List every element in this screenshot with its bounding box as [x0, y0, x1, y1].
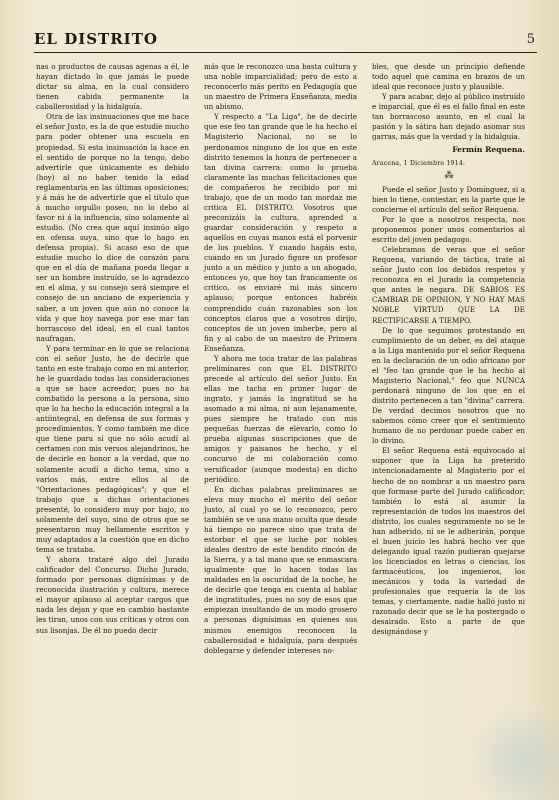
- paragraph: más que le reconozco una basta cultura y una noble imparcialidad; pero de esto a reconocerlo más perito en Pedagogía que un maestro de Primera Enseñanza, media un abismo.: [204, 62, 357, 112]
- paragraph: Y ahora trataré algo del Jurado calificador del Concurso. Dicho Jurado, formado por personas dignísimas y de reconocida ilustración y cultura, merece el mayor aplauso al aceptar cargos que nada les dejan y que en cambio bastante les tiran, unos con sus críticas y otros con sus lisonjas. De él no puedo decir: [36, 555, 189, 635]
- paragraph: Celebramos de veras que el señor Requena, variando de táctica, trate al señor Justo con los debidos respetos y reconozca en el Jurado la competencia que antes le negara. DE SABIOS ES CAMBIAR DE OPINION, Y NO HAY MAS NOBLE VIRTUD QUE LA DE RECTIFICARSE A TIEMPO.: [372, 245, 525, 325]
- paragraph: Y respecto a "La Liga", he de decirle que ese feo tan grande que le ha hecho el Magisterio Nacional, no se lo perdonamos ninguno de los que en este distrito tenemos la honra de pertenecer a tan divina carrera: como lo prueba claramente las muchas felicitaciones que de compañeros he recibido por mi trabajo, que de un modo tan mordaz me critica EL DISTRITO. Vosotros que preconizáis la cultura, aprended a guardar consideración y respeto a aquellos en cuyas manos está el porvenir de los pueblos. Y cuando hagáis esto, cuando en un Jurado figure un profesor junto a un médico y junto a un abogado, entonces yo, que hoy tan francamente os critico, os enviaré mi más sincero aplauso; porque entonces habréis comprendido cuán razonables son los conceptos claros que a vosotros dirijo, conceptos de un joven imberbe, pero al fin y al cabo de un maestro de Primera Enseñanza.: [204, 112, 357, 353]
- paragraph: Y para acabar, dejo al público instruído e imparcial, que él es el fallo final en este tan borrascoso asunto, en el cual la pasión y la sátira han dejado asomar sus garras, más que la verdad y la hidalguía.: [372, 92, 525, 142]
- paragraph: De lo que seguimos protestando en cumplimiento de un deber, es del ataque a la Liga mantenido por el señor Requena en la declaración de un odio africano por el "feo tan grande que le ha hecho al Magisterio Nacional," feo que NUNCA perdonará ninguno de los que en el distrito pertenecen a tan "divina" carrera. De verdad decimos nosotros que no sabemos cómo creer que el sentimiento humano de no perdonar puede caber en lo divino.: [372, 325, 525, 446]
- paragraph: Y ahora me toca tratar de las palabras preliminares con que EL DISTRITO precede al artículo del señor Justo. En ellas me tacha en primer lugar de ingrato, y jamás la ingratitud se ha asomado a mi alma, ni aun lejanamente, pues siempre he tratado con mis pequeñas fuerzas de elevarlo, como lo prueba algunas suscripciones que de amigos y paisanos he hecho, y el concurso de mi colaboración como versificador (aunque modesta) en dicho periódico.: [204, 353, 357, 484]
- ornament-asterism: ⁂: [444, 170, 453, 181]
- page-header: [34, 28, 537, 53]
- signature-place-date: Aracena, 1 Diciembre 1914.: [372, 159, 466, 167]
- column-3: [372, 62, 525, 638]
- paragraph: Otra de las insinuaciones que me hace el señor Justo, es la de que estudie mucho para poder obtener una escuela en propiedad. Si esta insinuación la hace en el sentido de porque no la tengo, debo advertirle que únicamente es debido (hoy) al no haber tenido la edad reglamentaria en las últimas oposiciones; y á más he de advertirle que el título que á mucho orgullo poseo, no lo debo al favor ni á la influencia, sino solamente al estudio. (No crea que aquí insinúo algo en ofensa suya, sino que lo hago en defensa propia). Si acaso eso de que estudie mucho lo dice de corazón para que en el día de mañana pueda llegar a ser un hombre instruído, se lo agradezco en el alma, y su consejo será siempre el consejo de un anciano de experiencia y saber, a un joven que aún no conoce la vida y que hoy navega por ese mar tan borrascoso del ideal, en el cual tantos naufragan.: [36, 112, 189, 343]
- newspaper-title: EL DISTRITO: [34, 30, 158, 48]
- signature-name: Fermín Requena.: [452, 144, 525, 154]
- paragraph: En dichas palabras preliminares se eleva muy mucho el mérito del señor Justo, al cual yo se lo reconozco, pero también se ve una mano oculta que desde há tiempo no parece sino que trata de estorbar el que se luche por nobles ideales dentro de este bendito rincón de la Sierra, y a tal mano que se enmascara igualmente que lo hacen todas las maldades en la oscuridad de la noche, he de decirle que tenga en cuenta al hablar de ingratitudes, pues no soy de esos que empiezan insultando de un modo grosero a personas dignísimas en quienes sus mismos enemigos reconocen la caballerosidad e hidalguía, para después doblegarse y defender intereses no-: [204, 484, 357, 655]
- paragraph: bles, que desde un principio defiende todo aquel que camina en brazos de un ideal que reconoce justo y plausible.: [372, 62, 525, 92]
- paragraph: Y para terminar en lo que se relaciona con el señor Justo, he de decirle que tanto en este trabajo como en mi anterior, he le guardado todas las consideraciones a que se hace acreedor, pues no ha combatido la persona a la persona, sino que lo ha hecho la educación integral a la antiintegral, en defensa de sus formas y procedimientos. Y como también me dice que tiene para sí que no sólo acudí al certamen con mis versos alejandrinos, he de decirle en honor a la verdad, que no solamente acudí a dicho tema, sino a varios más, entre ellos al de "Orientaciones pedagógicas"; y que el trabajo que a dichas orientaciones presenté, lo considero muy por bajo, no solamente del suyo, sino de otros que se presentaron muy bellamente escritos y muy adaptados a la cuestión que en dicho tema se trataba.: [36, 343, 189, 554]
- column-2: [204, 62, 357, 656]
- paragraph: El señor Requena está equivocado al suponer que la Liga ha preterido intencionadamente al Magisterio por el hecho de no nombrar a un maestro para que formase parte del Jurado calificador; también lo está al asumir la representación de todos los maestros del distrito, los cuales seguramente no se le han adherido, ni se le adherirán, porque el buen juicio les habrá hecho ver que delegando igual razón pudieran quejarse los licenciados en letras o ciencias, los farmacéuticos, los ingenieros, los mecánicos y toda la variedad de profesionales que requería la de los temas, y ciertamente, nadie halló justo ni razonado decir que se le ha postergado o desairado. Esto a parte de que designándose y: [372, 446, 525, 637]
- water-stain: [470, 700, 559, 800]
- page-number: 5: [526, 32, 535, 47]
- paragraph: nas o productos de causas agenas a él, le hayan dictado lo que jamás le puede dictar su alma, en la cual considero tienen cabida permanente la caballerosidad y la hidalguía.: [36, 62, 189, 112]
- paragraph: Por lo que a nosotros respecta, nos proponemos poner unos comentarios al escrito del joven pedagogo.: [372, 214, 525, 244]
- paragraph: Puede el señor Justo y Domínguez, si a bien lo tiene, contestar, en la parte que le concierne el artículo del señor Requena.: [372, 184, 525, 214]
- column-1: [36, 62, 189, 636]
